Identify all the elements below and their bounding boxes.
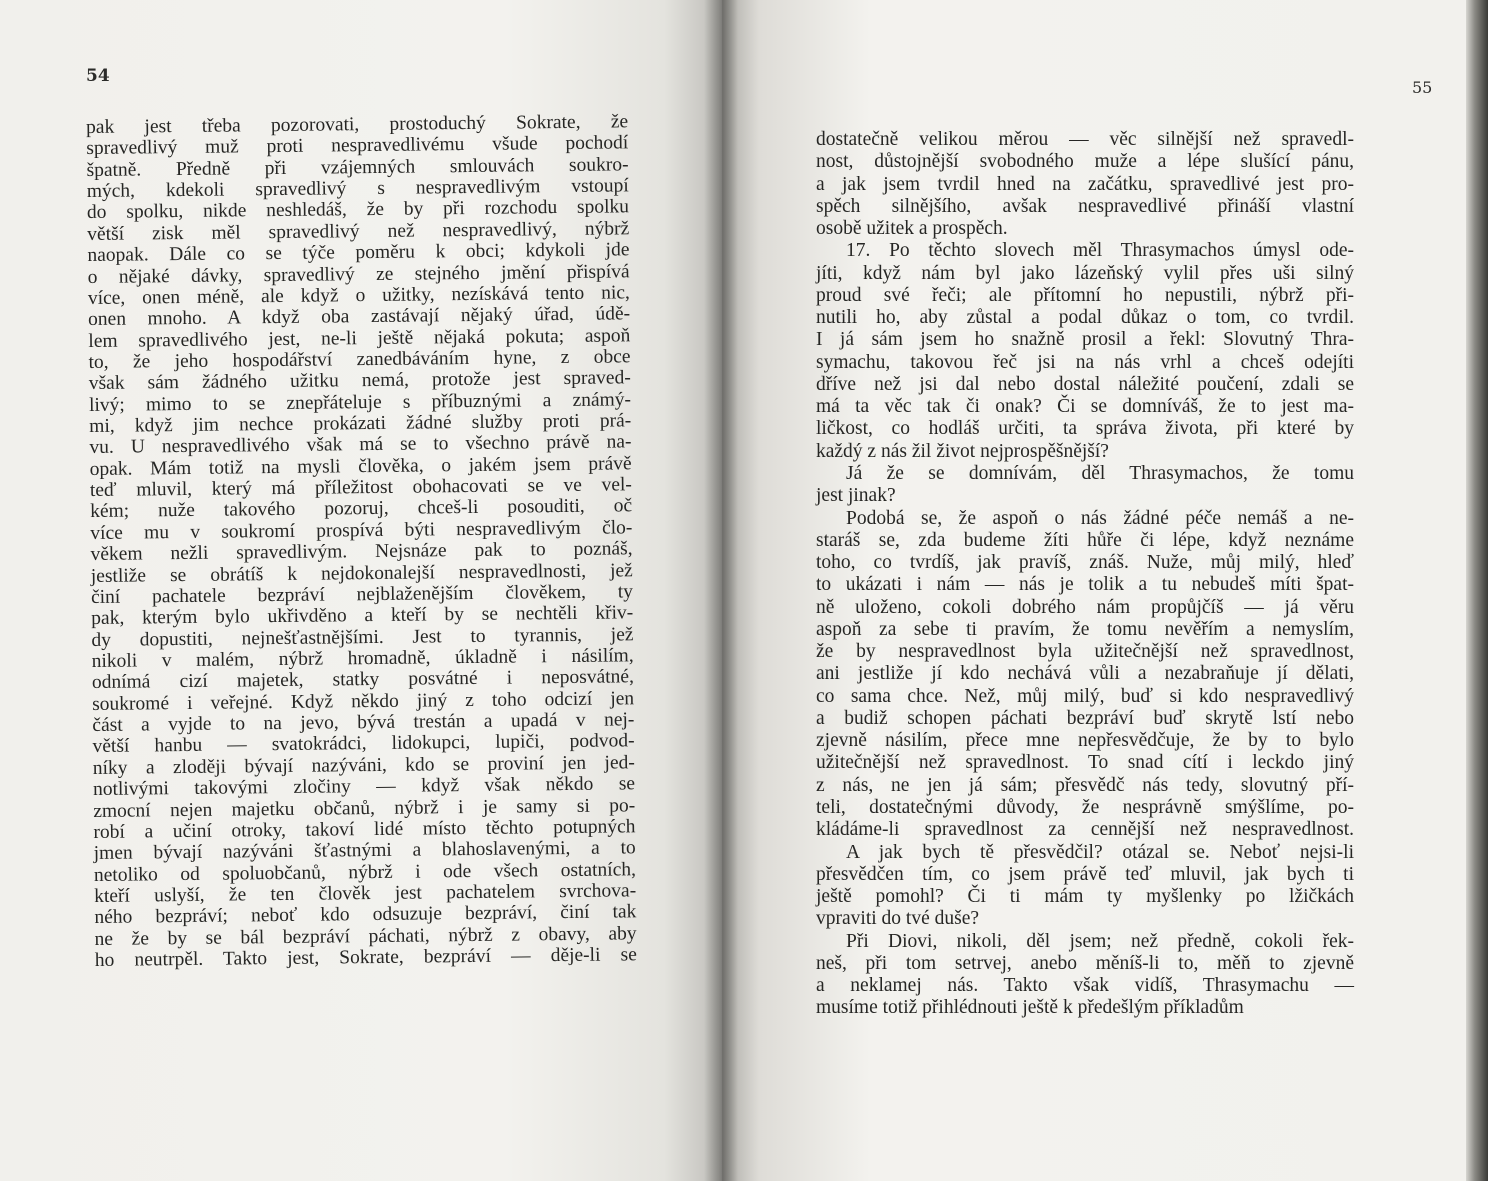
text-line: co sama chce. Než, můj milý, buď si kdo nespravedlivý	[816, 685, 1354, 707]
text-line: ho neutrpěl. Takto jest, Sokrate, bezpráví — děje-li se	[94, 944, 637, 971]
text-line: vu. U nespravedlivého však má se to všechno právě na-	[89, 431, 632, 459]
text-line: 17. Po těchto slovech měl Thrasymachos úmysl ode-	[846, 240, 1354, 262]
text-line: mi, když jim nechce prokázati žádné služby proti prá-	[89, 410, 632, 438]
text-line: dostatečně velikou měrou — věc silnější než spravedl-	[816, 129, 1354, 150]
text-line: A jak bych tě přesvědčil? otázal se. Neboť nejsi-li	[846, 841, 1354, 863]
text-line: kém; nuže takového pozoruj, chceš-li posouditi, oč	[90, 495, 633, 523]
left-page	[0, 0, 722, 1181]
page-edge	[1466, 0, 1488, 1181]
text-line: nikoli v malém, nýbrž hromadně, úkladně i násilím,	[91, 645, 634, 672]
text-line: více mu v soukromí prospívá býti nespravedlivým člo-	[90, 517, 633, 544]
text-line: vpraviti do tvé duše?	[816, 908, 979, 930]
text-line: větší hanbu — svatokrádci, lidokupci, lupiči, podvod-	[92, 730, 635, 758]
text-line: odnímá cizí majetek, statky posvátné i neposvátné,	[91, 666, 635, 694]
page-number-left: 54	[86, 66, 110, 86]
text-line: osobě užitek a prospěch.	[816, 218, 1008, 240]
text-line: mých, kdekoli spravedlivý s nespravedlivým vstoupí	[86, 175, 629, 203]
text-line: špatně. Předně při vzájemných smlouvách soukro-	[86, 154, 629, 181]
text-line: to, že jeho hospodářství zanedbáváním hyne, z obce	[88, 346, 631, 373]
text-line: zjevně násilím, přece mne nepřesvědčuje, že by to bylo	[816, 730, 1354, 752]
text-line: to ukázati i nám — nás je tolik a tu nebudeš míti špat-	[816, 574, 1354, 596]
text-line: spěch silnějšího, avšak nespravedlivé přináší vlastní	[816, 195, 1354, 217]
text-line: a budiž schopen páchati bezpráví buď skrytě lstí nebo	[816, 707, 1354, 729]
text-line: však sám žádného užitku nemá, protože jest spraved-	[88, 367, 631, 395]
text-line: onen mnoho. A když oba zastávají nějaký úřad, údě-	[88, 303, 631, 331]
text-line: symachu, takovou řeč jsi na nás vrhl a chceš odejíti	[816, 351, 1354, 373]
text-line: jmen bývají nazýváni šťastnými a blahoslavenými, a to	[93, 837, 636, 865]
text-line: jest jinak?	[816, 485, 896, 507]
text-line: ani jestliže jí kdo nechává vůli a nezabraňuje jí dělati,	[816, 663, 1354, 685]
left-page-text	[86, 111, 637, 971]
text-line: ličkost, co hodláš určiti, ta správa života, při které by	[816, 418, 1354, 440]
text-line: dříve než jsi dal nebo dostal náležité poučení, zdali se	[816, 373, 1354, 395]
text-line: naopak. Dále co se týče poměru k obci; kdykoli jde	[87, 239, 630, 267]
text-line: dy dopustiti, nejnešťastnějšími. Jest to tyrannis, jež	[91, 623, 634, 651]
text-line: ně uloženo, cokoli dobrého nám propůjčíš — já věru	[816, 596, 1354, 618]
text-line: netoliko od spoluobčanů, nýbrž i ode všech ostatních,	[93, 858, 637, 886]
text-line: soukromé i veřejné. Když někdo jiný z toho odcizí jen	[92, 687, 635, 715]
text-line: a neklamej nás. Takto však vidíš, Thrasymachu —	[816, 975, 1354, 997]
text-line: musíme totiž přihlédnouti ještě k předešlým příkladům	[816, 997, 1244, 1019]
text-line: větší zisk měl spravedlivý než nespravedlivý, nýbrž	[87, 218, 630, 245]
text-line: část a vyjde to na jevo, bývá trestán a upadá v nej-	[92, 709, 635, 737]
text-line: kládáme-li spravedlnost za cennější než nespravedlnost.	[816, 819, 1354, 841]
text-line: pak jest třeba pozorovati, prostoduchý Sokrate, že	[86, 111, 629, 138]
text-line: I já sám jsem ho snažně prosil a řekl: Slovutný Thra-	[816, 329, 1354, 351]
text-line: přesvědčen tím, co jsem právě teď mluvil, jak bych ti	[816, 863, 1354, 885]
text-line: zmocní nejen majetku občanů, nýbrž i je samy si po-	[93, 794, 636, 822]
text-line: Já že se domnívám, děl Thrasymachos, že tomu	[846, 462, 1354, 484]
text-line: má ta věc tak či onak? Či se domníváš, že to jest ma-	[816, 396, 1354, 418]
text-line: proud své řeči; ale přítomní ho nepustili, nýbrž při-	[816, 284, 1354, 306]
text-line: aspoň za sebe ti pravím, že tomu nevěřím a nemyslím,	[816, 618, 1354, 640]
text-line: níky a zloději bývají nazýváni, kdo se proviní jen jed-	[92, 752, 635, 779]
text-line: toho, co tvrdíš, jak pravíš, znáš. Nuže, můj milý, hleď	[816, 552, 1354, 574]
text-line: ne že by se bál bezpráví páchati, nýbrž z obavy, aby	[94, 922, 637, 950]
text-line: užitečnější než spravedlnost. To snad cítí i leckdo jiný	[816, 752, 1354, 774]
text-line: opak. Mám totiž na mysli člověka, o jakém jsem právě	[89, 453, 632, 480]
text-line: o nějaké dávky, spravedlivý ze stejného jmění přispívá	[87, 260, 630, 288]
text-line: spravedlivý muž proti nespravedlivému všude pochodí	[86, 132, 629, 160]
text-line: livý; mimo to se znepřáteluje s příbuznými a známý-	[88, 388, 632, 416]
text-line: lem spravedlivého jest, ne-li ještě nějaká pokuta; aspoň	[88, 324, 631, 352]
text-line: ného bezpráví; neboť kdo odsuzuje bezpráví, činí tak	[94, 901, 637, 929]
text-line: Podobá se, že aspoň o nás žádné péče nemáš a ne-	[846, 507, 1354, 529]
text-line: jestliže se obrátíš k nejdokonalejší nespravedlnosti, jež	[90, 559, 633, 587]
text-line: činí pachatele bezpráví nejblaženějším člověkem, ty	[90, 581, 634, 608]
book-gutter	[704, 0, 738, 1181]
text-line: věkem nežli spravedlivým. Nejsnáze pak to poznáš,	[90, 538, 633, 566]
text-line: nost, důstojnější svobodného muže a lépe slušící pánu,	[816, 151, 1354, 173]
right-page	[722, 0, 1466, 1181]
text-line: z nás, ne jen já sám; přesvědč nás tedy, slovutný pří-	[816, 774, 1354, 796]
text-line: jíti, když nám byl jako lázeňský vylil přes uši silný	[816, 262, 1354, 284]
text-line: že by nespravedlnost byla užitečnější než spravedlnost,	[816, 641, 1354, 663]
text-line: každý z nás žil život nejprospěšnější?	[816, 440, 1109, 462]
text-line: staráš se, zda budeme žíti hůře či lépe, když neznáme	[816, 529, 1354, 551]
text-line: do spolku, nikde neshledáš, že by při rozchodu spolku	[86, 196, 630, 224]
text-line: robí a učiní otroky, takoví lidé místo těchto potupných	[93, 816, 636, 843]
page-number-right: 55	[1412, 78, 1433, 97]
right-page-text	[816, 129, 1354, 1020]
text-line: a jak jsem tvrdil hned na začátku, spravedlivé jest pro-	[816, 173, 1354, 195]
text-line: Při Diovi, nikoli, děl jsem; než předně, cokoli řek-	[846, 930, 1354, 952]
text-line: notlivými takovými zločiny — když však někdo se	[92, 773, 636, 801]
text-line: teli, dostatečnými důvody, že nesprávně smýšlíme, po-	[816, 796, 1354, 818]
text-line: nutili ho, aby zůstal a podal důkaz o tom, co tvrdil.	[816, 307, 1354, 329]
text-line: ještě pomohl? Či ti mám ty myšlenky po lžičkách	[816, 886, 1354, 908]
text-line: neš, při tom setrvej, anebo měníš-li to, měň to zjevně	[816, 952, 1354, 974]
text-line: teď mluvil, který má příležitost obohacovati se ve vel-	[89, 474, 632, 502]
text-line: kteří uslyší, že ten člověk jest pachatelem svrchova-	[94, 880, 637, 907]
text-line: pak, kterým bylo ukřivděno a kteří by se nechtěli křiv-	[91, 602, 634, 630]
text-line: více, onen méně, ale když o užitky, nezískává tento nic,	[87, 282, 630, 309]
